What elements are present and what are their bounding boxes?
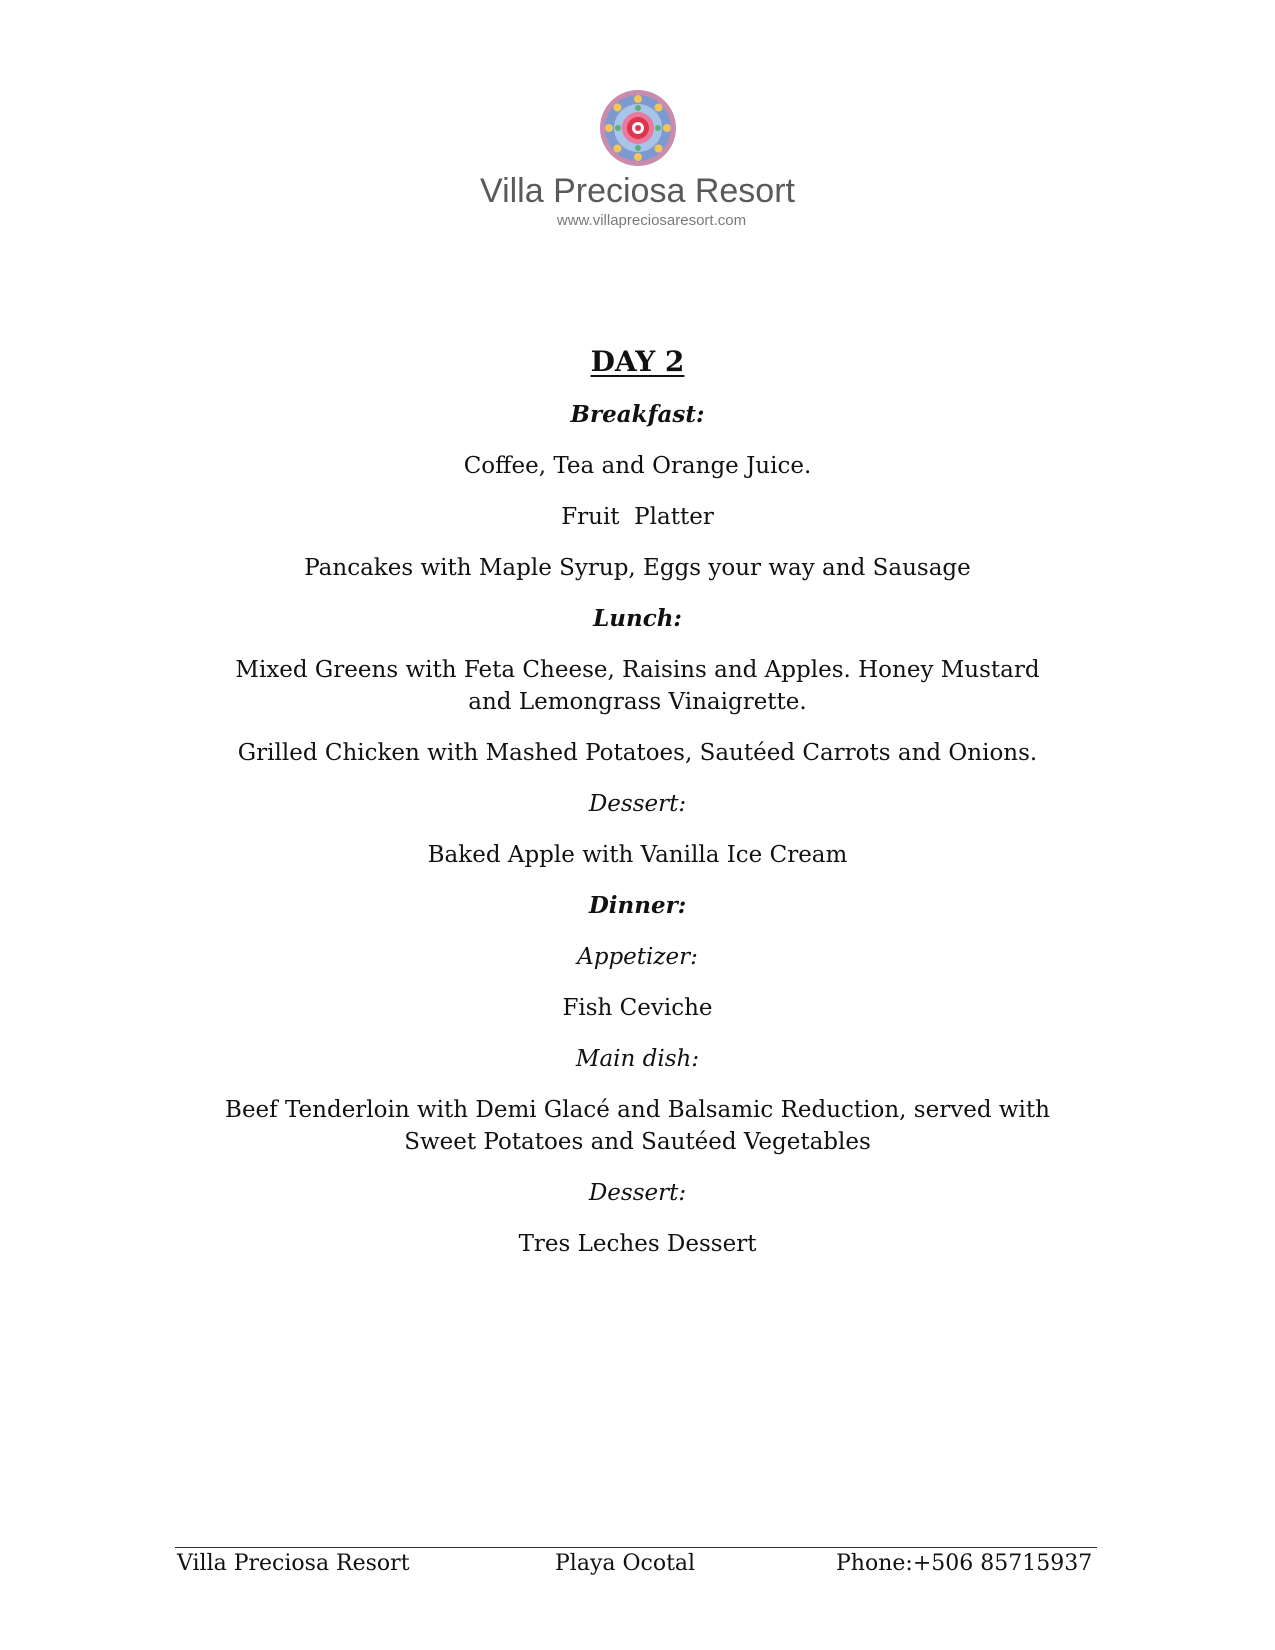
- menu-item: Mixed Greens with Feta Cheese, Raisins and Apples. Honey Mustard and Lemongrass Vinaigrette.: [235, 657, 1040, 715]
- lunch-heading: Lunch:: [593, 605, 682, 632]
- footer-location: Playa Ocotal: [555, 1551, 696, 1576]
- menu-item: Grilled Chicken with Mashed Potatoes, Sautéed Carrots and Onions.: [237, 740, 1038, 766]
- menu-item: Beef Tenderloin with Demi Glacé and Balsamic Reduction, served with Sweet Potatoes and Sautéed Vegetables: [225, 1097, 1050, 1155]
- footer-phone: Phone:+506 85715937: [836, 1551, 1093, 1576]
- brand-name: Villa Preciosa Resort: [480, 172, 795, 210]
- course-label: Dessert:: [588, 1180, 687, 1206]
- menu-item: Coffee, Tea and Orange Juice.: [463, 453, 812, 479]
- menu-item: Fruit Platter: [561, 504, 714, 530]
- dinner-heading: Dinner:: [588, 892, 687, 919]
- menu-item: Fish Ceviche: [562, 995, 713, 1021]
- course-label: Appetizer:: [577, 944, 698, 970]
- footer: [175, 1547, 1097, 1586]
- footer-resort-name: Villa Preciosa Resort: [177, 1551, 410, 1576]
- menu-item: Pancakes with Maple Syrup, Eggs your way and Sausage: [304, 555, 971, 581]
- mandala-logo-icon: [598, 88, 678, 168]
- menu-item: Tres Leches Dessert: [518, 1231, 757, 1257]
- letterhead: [0, 88, 1275, 231]
- menu-item: Baked Apple with Vanilla Ice Cream: [427, 842, 848, 868]
- footer-row: [175, 1548, 1097, 1586]
- website-url: www.villapreciosaresort.com: [556, 212, 747, 229]
- day-menu: [0, 345, 1275, 1279]
- course-label: Main dish:: [575, 1046, 700, 1072]
- day-title: DAY 2: [590, 345, 685, 378]
- breakfast-heading: Breakfast:: [570, 401, 705, 428]
- course-label: Dessert:: [588, 791, 687, 817]
